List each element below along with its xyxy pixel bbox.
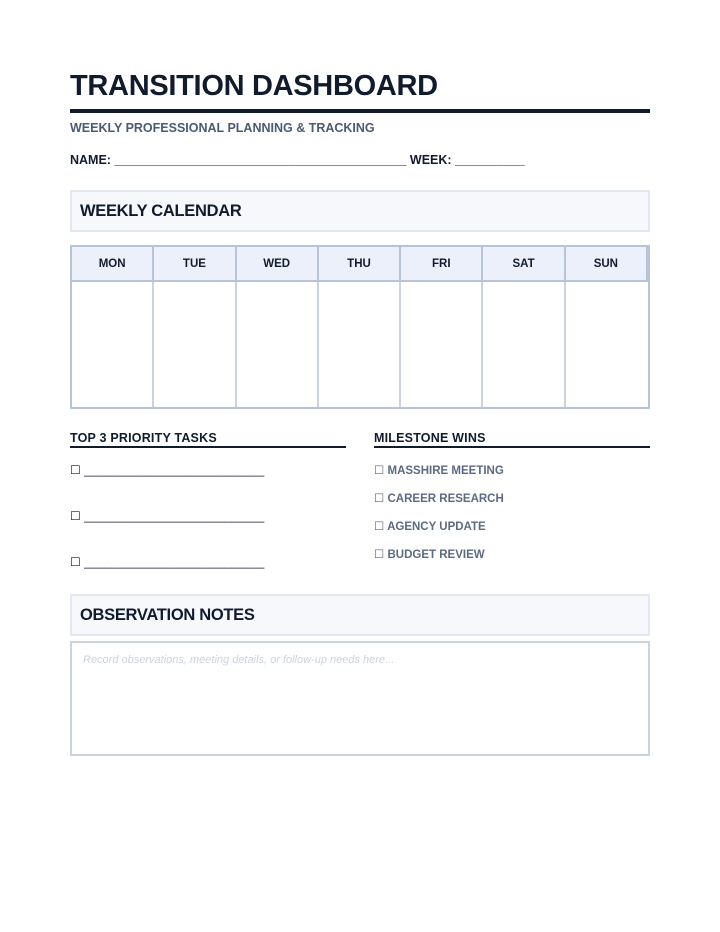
- name-label: NAME:: [70, 153, 115, 167]
- day-cell-wed[interactable]: [237, 282, 319, 407]
- name-field[interactable]: __________________________________________: [114, 153, 407, 167]
- observation-notes-field[interactable]: [70, 641, 650, 756]
- milestone-wins-title: MILESTONE WINS: [374, 431, 486, 445]
- week-field[interactable]: __________: [455, 153, 525, 167]
- milestone-item[interactable]: ☐ BUDGET REVIEW: [374, 549, 485, 561]
- week-label: WEEK:: [406, 153, 456, 167]
- milestone-item[interactable]: ☐ MASSHIRE MEETING: [374, 465, 504, 477]
- notes-placeholder: Record observations, meeting details, or follow-up needs here...: [83, 654, 395, 666]
- day-cell-tue[interactable]: [154, 282, 236, 407]
- day-header-mon: MON: [72, 247, 154, 282]
- milestone-item[interactable]: ☐ CAREER RESEARCH: [374, 493, 504, 505]
- weekly-calendar-grid: [70, 245, 650, 409]
- weekly-calendar-header: [70, 190, 650, 232]
- day-header-wed: WED: [237, 247, 319, 282]
- day-cell-thu[interactable]: [319, 282, 401, 407]
- observation-notes-title: OBSERVATION NOTES: [80, 605, 255, 624]
- priority-task-1[interactable]: ☐ ___________________________: [70, 463, 265, 477]
- title-divider: [70, 109, 650, 113]
- priority-task-3[interactable]: ☐ ___________________________: [70, 555, 265, 569]
- day-header-fri: FRI: [401, 247, 483, 282]
- page-title: TRANSITION DASHBOARD: [70, 70, 438, 102]
- weekly-calendar-title: WEEKLY CALENDAR: [80, 201, 242, 220]
- day-header-sun: SUN: [566, 247, 648, 282]
- priority-tasks-divider: [70, 446, 346, 448]
- milestone-item[interactable]: ☐ AGENCY UPDATE: [374, 521, 486, 533]
- day-cell-fri[interactable]: [401, 282, 483, 407]
- day-cell-mon[interactable]: [72, 282, 154, 407]
- name-week-line: [70, 153, 525, 167]
- day-header-sat: SAT: [483, 247, 565, 282]
- day-cell-sun[interactable]: [566, 282, 648, 407]
- page-subtitle: WEEKLY PROFESSIONAL PLANNING & TRACKING: [70, 121, 375, 135]
- day-cell-sat[interactable]: [483, 282, 565, 407]
- milestone-wins-divider: [374, 446, 650, 448]
- day-header-tue: TUE: [154, 247, 236, 282]
- day-header-thu: THU: [319, 247, 401, 282]
- observation-notes-header: [70, 594, 650, 636]
- priority-task-2[interactable]: ☐ ___________________________: [70, 509, 265, 523]
- priority-tasks-title: TOP 3 PRIORITY TASKS: [70, 431, 217, 445]
